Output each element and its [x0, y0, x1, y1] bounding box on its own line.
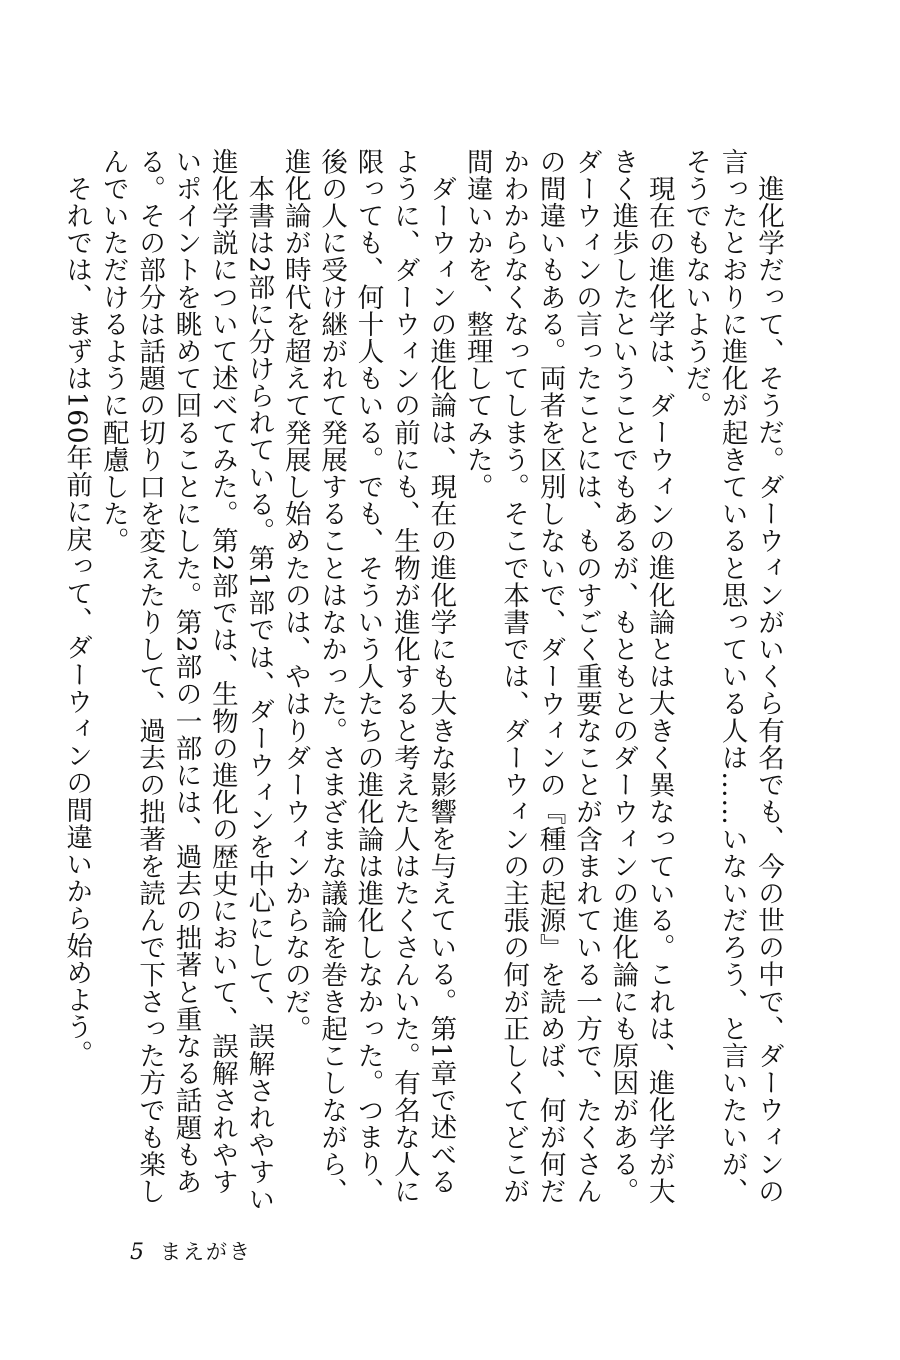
paragraph-4: 本書は2部に分けられている。第1部では、ダーウィンを中心にして、誤解されやすい進化学説について述べてみた。第2部では、生物の進化の歴史において、誤解されやすいポイントを眺めて回ることにした。第2部の一部には、過去の拙著と重なる話題もある。その部分は話題の切り口を変えたりして、過去の拙著を読んで下さった方でも楽しんでいただけるように配慮した。 [97, 148, 275, 1213]
paragraph-2: 現在の進化学は、ダーウィンの進化論とは大きく異なっている。これは、進化学が大きく進歩したということでもあるが、もともとのダーウィンの進化論にも原因がある。ダーウィンの言ったことには、ものすごく重要なことが含まれている一方で、たくさんの間違いもある。両者を区別しないで、ダーウィンの『種の起源』を読めば、何が何だかわからなくなってしまう。そこで本書では、ダーウィンの主張の何が正しくてどこが間違いかを、整理してみた。 [461, 148, 675, 1205]
paragraph-3: ダーウィンの進化論は、現在の進化学にも大きな影響を与えている。第1章で述べるように、ダーウィンの前にも、生物が進化すると考えた人はたくさんいた。有名な人に限っても、何十人もいる。でも、そういう人たちの進化論は進化しなかった。つまり、後の人に受け継がれて発展することはなかった。さまざまな議論を巻き起こしながら、進化論が時代を超えて発展し始めたのは、やはりダーウィンからなのだ。 [279, 148, 457, 1205]
paragraph-5: それでは、まずは160年前に戻って、ダーウィンの間違いから始めよう。 [61, 174, 93, 1067]
page-number: 5 [130, 1240, 144, 1265]
paragraph-1: 進化学だって、そうだ。ダーウィンがいくら有名でも、今の世の中で、ダーウィンの言ったとおりに進化が起きていると思っている人は……いないだろう、と言いたいが、そうでもないようだ。 [680, 148, 784, 1205]
page-footer [130, 1236, 252, 1266]
running-header-title: まえがき [160, 1240, 252, 1264]
body-text [61, 148, 786, 1218]
